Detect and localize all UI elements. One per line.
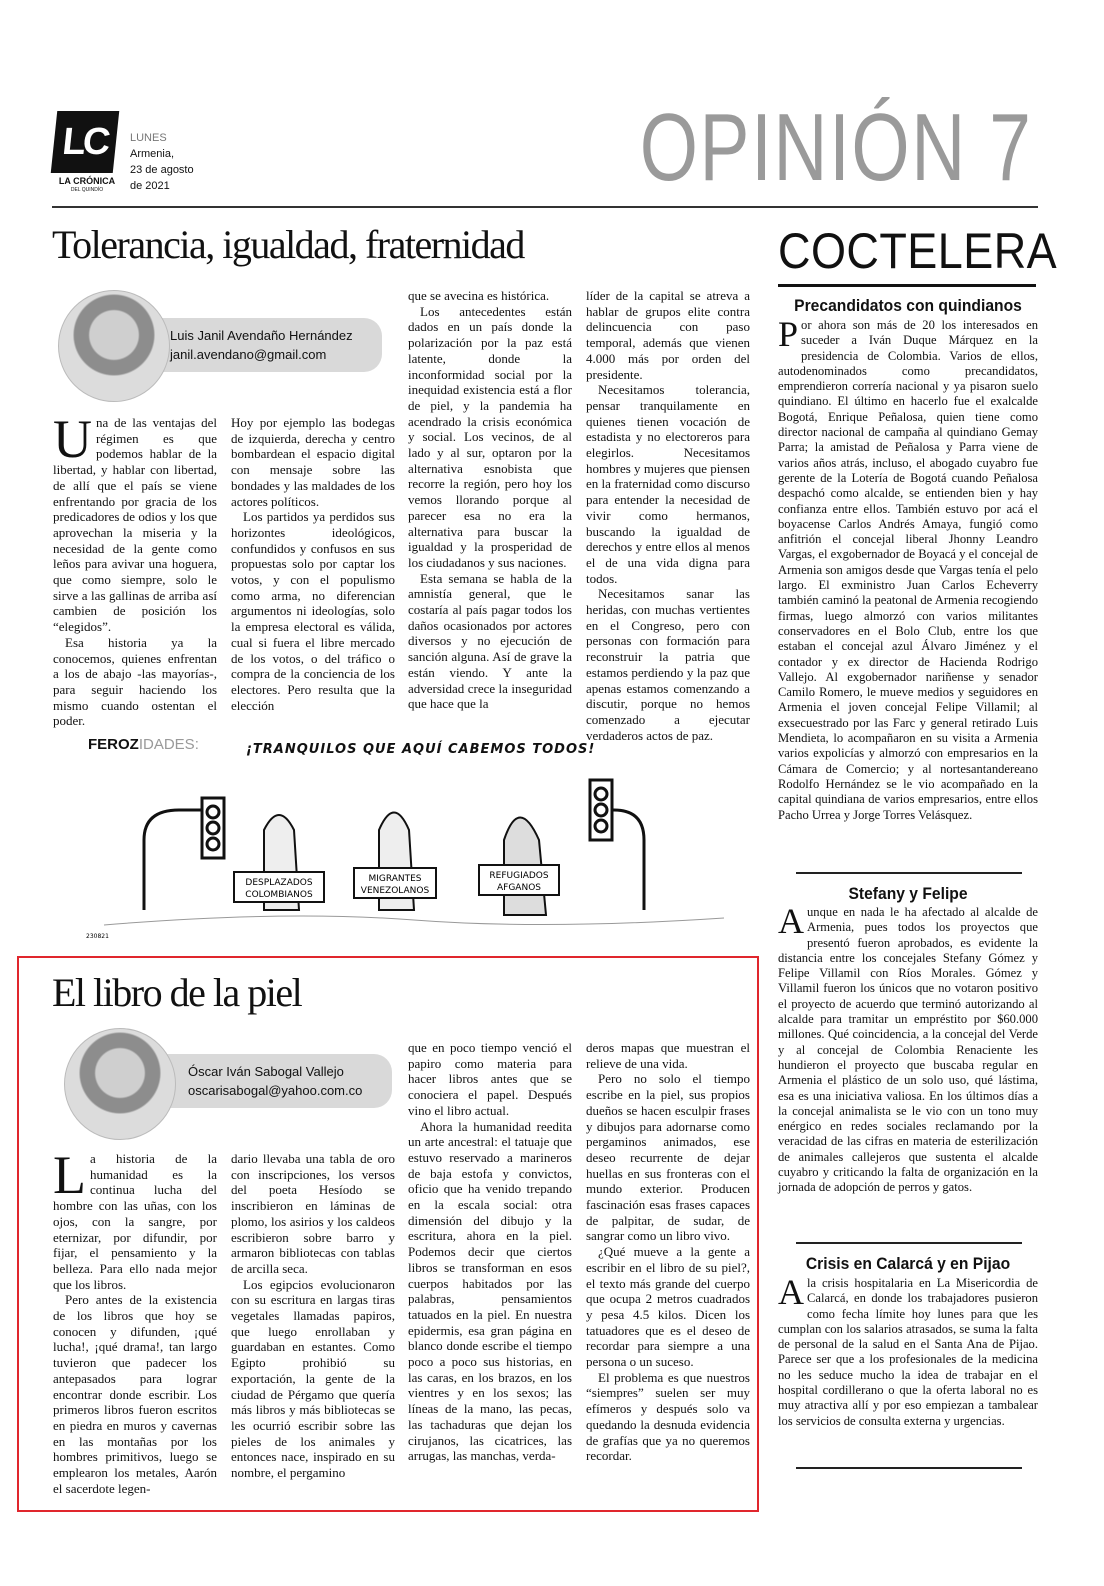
section-title: OPINIÓN 7 <box>639 94 1032 201</box>
article1-paragraph: na de las ventajas del régimen es que podemos hablar de la libertad, y hablar con libertad, de allí que el país se viene enfrentando por gracia de los predicadores de odios y los que aprovechan la miseria y la necesidad de la gente como leños para avivar una hoguera, que como siempre, solo le sirve a las gallinas de arriba así cambien de posición los “elegidos”. <box>53 415 217 635</box>
article1-paragraph: Hoy por ejemplo las bodegas de izquierda, derecha y centro bombardean el espacio digital con mensaje sobre las bondades y las maldades de los actores políticos. <box>231 415 395 509</box>
article1-title[interactable]: Tolerancia, igualdad, fraternidad <box>52 222 524 267</box>
cartoon-code: 230821 <box>86 933 109 940</box>
sign-text: MIGRANTES <box>368 874 422 884</box>
dateline-year: de 2021 <box>130 180 170 192</box>
article1-author: Luis Janil Avendaño Hernández <box>170 328 353 343</box>
article1-column-2 <box>231 415 395 713</box>
article2-paragraph: ¿Qué mueve a la gente a escribir en el libro de su piel?, el texto más grande del cuerpo que ocupa 2 metros cuadrados y pesa 4.5 kilos. Dicen los tatuadores que es el deseo de recordar para siempre a una persona o un suceso. <box>586 1244 750 1370</box>
coctelera-item-body: or ahora son más de 20 los interesados en suceder a Iván Duque Márquez en la presidencia de Colombia. Varios de ellos, autodenominados como precandidatos, emprendieron correría nacional y ya pisaron suelo quindiano. El último en hacerlo fue el exalcalde Bogotá, Enrique Peñalosa, quien tiene como director nacional de campaña al quindiano Gemay Parra; la amistad de Peñalosa y Parra viene de varios años atrás, incluso, el abogado cuyabro fue gerente de la Lotería de Bogotá cuando Peñalosa despachó como alcalde, se entienden bien y hay confianza entre ellos. También estuvo por acá el boyacense Carlos Andrés Amaya, fungió como anfitrión el concejal liberal Jhonny Leandro Vargas, el exgobernador de Boyacá y el concejal de Armenia son amigos desde que Vargas tenía el pelo largo. El exministro Juan Carlos Echeverry también caminó la peatonal de Armenia recogiendo firmas, luego almorzó con varios militantes conservadores en el Bolo Club, entre los que estaban el concejal azul Álvaro Jiménez y el contador y ex director de Hacienda Rodrigo Vallejo. Al exgobernador nariñense y senador Camilo Romero, le mueve medios y seguidores en Armenia el joven concejal Felipe Villamil; al exsecuestrado por las Farc y general retirado Luis Mendieta, lo acompañaron en su visita a Armenia varios expolicías y almorzó con empresarios en la Cámara de Comercio; y al nortesantandereano Rodolfo Hernández se le vio acompañado en la capital quindiana de varios empresarios, entre ellos Pacho Urrea y Jorge Torres Velásquez. <box>778 318 1038 822</box>
sign-text: DESPLAZADOS <box>245 878 313 888</box>
article1-paragraph: que se avecina es histórica. <box>408 288 550 303</box>
article1-paragraph: Esta semana se habla de la amnistía general, que le costaría al país pagar todos los daños ocasionados por actores diversos y no ejecución de sanción alguna. Así de grave la están viendo. Y ante la adversidad crece la inseguridad que hace que la <box>408 570 572 712</box>
coctelera-dropcap: A <box>778 901 804 941</box>
coctelera-rule <box>778 284 1036 287</box>
article2-paragraph: Ahora la humanidad reedita un arte ancestral: el tatuaje que estuvo reservado a marineros de baja estofa y convictos, oficio que ha venido trepando en la escala social: otra dimensión del dibujo y la escritura, ahora en la piel. Podemos decir que ciertos libros se transforman en esos cuerpos habitados por las palabras, pensamientos tatuados en la piel. En nuestra epidermis, esa gran página en blanco donde escribe el tiempo poco a poco sus historias, en las caras, en los brazos, en los vientres y en los sexos; las líneas de la mano, las pecas, las tachaduras que dejan los cirujanos, las cicatrices, las arrugas, las manchas, verda- <box>408 1118 572 1464</box>
coctelera-item-heading[interactable]: Stefany y Felipe <box>848 884 968 903</box>
article2-paragraph: deros mapas que muestran el relieve de una vida. <box>586 1040 750 1071</box>
article1-paragraph: líder de la capital se atreva a hablar de grupos elite contra delincuencia con paso temporal, además que vienen 4.000 más por orden del presidente. <box>586 288 750 382</box>
article1-paragraph: Necesitamos sanar las heridas, con muchas vertientes en el Congreso, pero con personas con formación para reconstruir la patria que estamos perdiendo y la paz que apenas estamos comenzando a discutir, porque no hemos comenzado a ejecutar verdaderos actos de paz. <box>586 586 750 743</box>
coctelera-item-text <box>778 314 1038 823</box>
header-rule <box>52 206 1038 208</box>
coctelera-title[interactable]: COCTELERA <box>778 223 1058 279</box>
article1-column-4 <box>586 288 750 743</box>
coctelera-divider <box>796 1467 1022 1469</box>
coctelera-item-text <box>778 1272 1038 1429</box>
dateline-city: Armenia, <box>130 148 175 160</box>
article2-paragraph: Los egipcios evolucionaron con su escritura en largas tiras vegetales llamadas papiros, que luego enrollaban y guardaban en estantes. Como Egipto prohibió su exportación, la gente de la ciudad de Pérgamo que quería más libros y más bibliotecas se les ocurrió escribir sobre las pieles de los animales y entonces nace, inspirado en su nombre, el pergamino <box>231 1276 395 1481</box>
cartoon-label-bold: FEROZ <box>88 736 139 753</box>
article2-paragraph: Pero antes de la existencia de los libros que hoy se conocen y difunden, ¡qué lucha!, ¡qué drama!, tan largo tuvieron que padecer los antepasados para lograr encontrar donde escribir. Los primeros libros fueron escritos en piedra en muros y cavernas en las montañas por los hombres primitivos, luego se emplearon los metales, Aarón el sacerdote legen- <box>53 1292 217 1496</box>
traffic-light-icon <box>590 780 644 910</box>
article1-paragraph: Necesitamos tolerancia, pensar tranquilamente en quienes tienen vocación de estadista y no electoreros para elegirlos. Necesitamos hombres y mujeres que piensen en la fraternidad como discurso para entender la necesidad de vivir como hermanos, buscando la igualdad de derechos y entre ellos al menos el de una vida digna para todos. <box>586 382 750 586</box>
article1-email[interactable]: janil.avendano@gmail.com <box>170 347 327 362</box>
sign-text: COLOMBIANOS <box>245 890 313 900</box>
coctelera-item-heading[interactable]: Precandidatos con quindianos <box>794 296 1022 315</box>
sign-text: AFGANOS <box>497 883 541 893</box>
sign-text: VENEZOLANOS <box>360 886 430 896</box>
coctelera-divider <box>796 1242 1022 1244</box>
ground-line <box>104 916 724 925</box>
article2-column-1 <box>53 1145 217 1496</box>
article1-paragraph: Esa historia ya la conocemos, quienes enfrentan a los de abajo -las mayorías-, para seguir haciendo los mismo cuando ostentan el poder. <box>53 634 217 729</box>
article1-paragraph: Los partidos ya perdidos sus horizontes ideológicos, confundidos y confusos en sus propuestas solo por captar los votos, y con el populismo como arma, no diferencian argumentos ni ideologías, solo la empresa electoral es válida, cual si fuera el libre mercado de los votos, o del tráfico o compra de la conciencia de los electores. Pero resulta que la elección <box>231 509 395 713</box>
coctelera-item-heading[interactable]: Crisis en Calarcá y en Pijao <box>805 1254 1011 1273</box>
cartoon-drawing <box>84 760 750 940</box>
article2-column-4 <box>586 1040 750 1464</box>
cartoon-caption: ¡TRANQUILOS QUE AQUÍ CABEMOS TODOS! <box>246 742 596 757</box>
article1-dropcap: U <box>53 409 92 469</box>
coctelera-item-body: la crisis hospitalaria en La Misericordia de Calarcá, en donde los trabajadores pusieron como fecha límite hoy lunes para que les cumplan con los salarios atrasados, se suma la falta de personal de la salud en el Santa Ana de Pijao. Parece ser que a los profesionales de la medicina no les seduce mucho la idea de trabajar en el hospital cordillerano o que la oferta laboral no es muy atractiva allí y por eso empiezan a tambalear los servicios de consulta externa y urgencias. <box>778 1276 1038 1428</box>
article2-paragraph: dario llevaba una tabla de oro con inscripciones, los versos del poeta Hesíodo se inscribieron en láminas de plomo, los asirios y los caldeos escribieron sobre barro y armaron bibliotecas con tablas de arcilla seca. <box>231 1151 395 1276</box>
dateline-day: LUNES <box>130 132 167 144</box>
article2-author-photo <box>64 1028 176 1140</box>
traffic-light-icon <box>144 798 224 910</box>
coctelera-divider <box>796 872 1022 874</box>
article1-paragraph: Los antecedentes están dados en un país donde la polarización por la paz está latente, donde la inconformidad social por la inequidad existencia está a flor de piel, y la pandemia ha acendrado la crisis económica y social. Los vecinos, de al lado y al sur, optaron por la alternativa esnobista que recorre la región, pero hoy los vemos llorando porque al parecer esa no era la alternativa para buscar la igualdad y la prosperidad de los ciudadanos y sus naciones. <box>408 303 572 570</box>
coctelera-dropcap: P <box>778 314 799 354</box>
coctelera-dropcap: A <box>778 1272 804 1312</box>
sign-text: REFUGIADOS <box>489 871 549 881</box>
article1-column-3 <box>408 288 572 712</box>
article2-paragraph: a historia de la humanidad es la continua lucha del hombre con las uñas, con los ojos, con la sangre, por eternizar, por difundir, por fijar, el pensamiento y la belleza. Para ello nada mejor que los libros. <box>53 1151 217 1292</box>
cartoon-label-light: IDADES: <box>138 736 199 753</box>
article1-column-1 <box>53 409 217 729</box>
article1-author-photo <box>58 290 170 402</box>
coctelera-item-text <box>778 901 1038 1196</box>
cartoon-label <box>88 736 199 753</box>
article2-paragraph: Pero no solo el tiempo escribe en la piel, sus propios dueños se hacen esculpir frases y dibujos para adornarse como pergaminos animados, ese deseo recurrente de dejar huellas en sus fronteras con el mundo exterior. Producen fascinación esas frases capaces de palpitar, de sudar, de sangrar como un libro vivo. <box>586 1071 750 1244</box>
logo-mark[interactable]: LC <box>51 111 120 173</box>
article2-email[interactable]: oscarisabogal@yahoo.com.co <box>188 1083 363 1098</box>
article2-column-3 <box>408 1040 572 1464</box>
article2-title[interactable]: El libro de la piel <box>52 970 302 1015</box>
dateline <box>130 130 194 194</box>
article2-paragraph: El problema es que nuestros “siempres” suelen ser muy efímeros y después solo va quedando la desnuda evidencia de grafías que ya no queremos recordar. <box>586 1369 750 1464</box>
dateline-date: 23 de agosto <box>130 164 194 176</box>
article2-paragraph: que en poco tiempo venció el papiro como materia para hacer libros antes que se conociera el papel. Después vino el libro actual. <box>408 1040 572 1118</box>
logo-subtitle: DEL QUINDÍO <box>70 187 104 193</box>
article2-column-2 <box>231 1151 395 1481</box>
article2-author: Óscar Iván Sabogal Vallejo <box>188 1064 344 1079</box>
figure-icon <box>479 818 559 916</box>
article2-dropcap: L <box>53 1145 86 1205</box>
coctelera-item-body: unque en nada le ha afectado al alcalde de Armenia, pues todos los proyectos que presentó fueron aprobados, es evidente la distancia entre los concejales Stefany Gómez y Felipe Villamil con Ríos Morales. Gómez y Villamil fueron los únicos que no votaron positivo el proyecto de acuerdo que terminó autorizando al alcalde para tramitar un empréstito por $60.000 millones. Qué coincidencia, a la concejal del Verde y al concejal de Colombia Renaciente les hundieron el proyecto que buscaba regular en Armenia el plástico de un solo uso, qué lástima, esa es una iniciativa valiosa. En los últimos días a la concejal animalista se le vio con un tono muy enérgico en redes sociales reclamando por la veracidad de las cifras en materia de esterilización de animales callejeros que sustenta el alcalde cuyabro y criticando la falta de organización en la jornada de adopción de perros y gatos. <box>778 905 1038 1195</box>
logo-name: LA CRÓNICA <box>58 176 116 186</box>
